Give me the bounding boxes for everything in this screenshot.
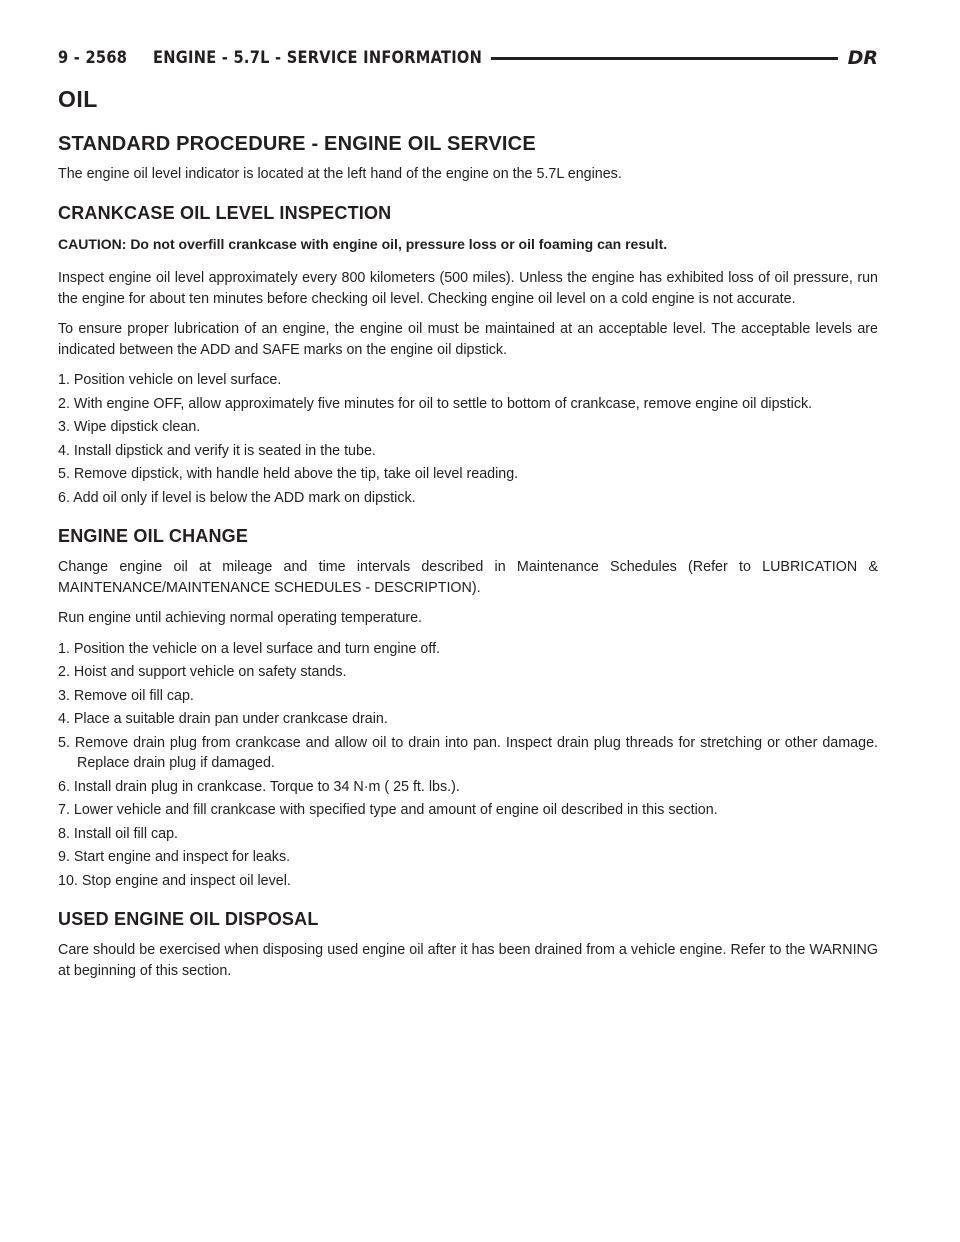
inspection-steps-list [58, 370, 878, 508]
list-item: 9. Start engine and inspect for leaks. [58, 849, 291, 865]
list-item: 4. Place a suitable drain pan under crankcase drain. [58, 711, 388, 727]
header-title: ENGINE - 5.7L - SERVICE INFORMATION [153, 48, 483, 68]
caution-note: CAUTION: Do not overfill crankcase with engine oil, pressure loss or oil foaming can result. [58, 235, 668, 252]
disposal-paragraph: Care should be exercised when disposing used engine oil after it has been drained from a vehicle engine. Refer to the WARNING at beginning of this section. [58, 942, 878, 979]
oil-change-paragraph: Run engine until achieving normal operating temperature. [58, 610, 422, 626]
inspection-paragraph: Inspect engine oil level approximately every 800 kilometers (500 miles). Unless the engine has exhibited loss of oil pressure, run the engine for about ten minutes before checking oil level. Checking engine oil level on a cold engine is not accurate. [58, 270, 878, 307]
list-item: 6. Install drain plug in crankcase. Torque to 34 N·m ( 25 ft. lbs.). [58, 778, 460, 795]
document-body [58, 86, 878, 991]
disposal-title: USED ENGINE OIL DISPOSAL [58, 909, 319, 929]
header-page-number: 9 - 2568 [58, 48, 128, 68]
section-title: STANDARD PROCEDURE - ENGINE OIL SERVICE [58, 133, 536, 155]
header-model-code: DR [847, 47, 878, 69]
page-title: OIL [58, 86, 98, 112]
oil-change-steps-list [58, 639, 878, 892]
list-item: 1. Position the vehicle on a level surface and turn engine off. [58, 640, 441, 657]
list-item: 5. Remove dipstick, with handle held above the tip, take oil level reading. [58, 466, 519, 482]
oil-change-paragraph: Change engine oil at mileage and time intervals described in Maintenance Schedules (Refer to LUBRICATION & MAINTENANCE/MAINTENANCE SCHEDULES - DESCRIPTION). [58, 559, 878, 596]
section-intro: The engine oil level indicator is located at the left hand of the engine on the 5.7L engines. [58, 166, 622, 182]
list-item: 8. Install oil fill cap. [58, 825, 178, 842]
list-item: 4. Install dipstick and verify it is seated in the tube. [58, 442, 376, 459]
list-item: 2. Hoist and support vehicle on safety stands. [58, 664, 347, 680]
inspection-paragraph: To ensure proper lubrication of an engine, the engine oil must be maintained at an acceptable level. The acceptable levels are indicated between the ADD and SAFE marks on the engine oil dipstick. [58, 321, 878, 358]
list-item: 10. Stop engine and inspect oil level. [58, 872, 291, 889]
list-item: 1. Position vehicle on level surface. [58, 372, 282, 388]
header-rule-divider [491, 57, 838, 60]
inspection-title: CRANKCASE OIL LEVEL INSPECTION [58, 202, 392, 223]
list-item: 3. Remove oil fill cap. [58, 687, 194, 704]
list-item: 5. Remove drain plug from crankcase and allow oil to drain into pan. Inspect drain plug threads for stretching or other damage. Replace drain plug if damaged. [58, 734, 878, 771]
list-item: 7. Lower vehicle and fill crankcase with specified type and amount of engine oil described in this section. [58, 802, 718, 818]
oil-change-title: ENGINE OIL CHANGE [58, 526, 249, 546]
list-item: 3. Wipe dipstick clean. [58, 419, 201, 435]
page-header [58, 44, 878, 72]
list-item: 2. With engine OFF, allow approximately five minutes for oil to settle to bottom of crankcase, remove engine oil dipstick. [58, 395, 813, 412]
list-item: 6. Add oil only if level is below the ADD mark on dipstick. [58, 489, 416, 506]
